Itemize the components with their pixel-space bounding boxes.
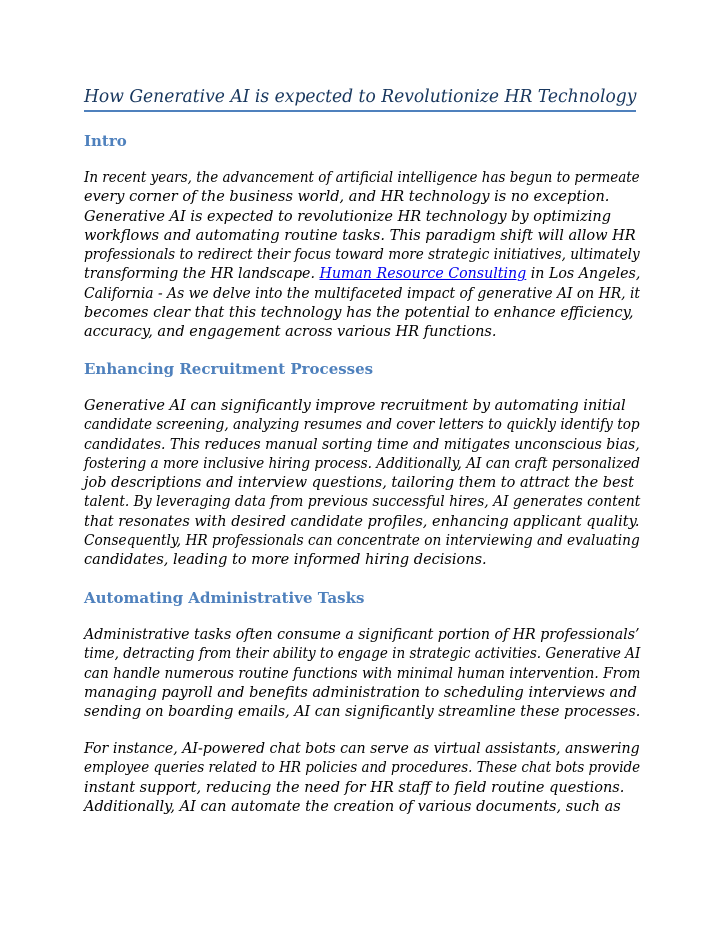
paragraph-line: every corner of the business world, and HR technology is no exception.: [84, 189, 610, 206]
paragraph-text: in Los Angeles,: [530, 266, 641, 283]
paragraph-line: candidate screening, analyzing resumes and cover letters to quickly identify top: [84, 417, 640, 434]
paragraph-text: transforming the HR landscape.: [84, 266, 315, 283]
title-underline-rule: [84, 110, 636, 112]
paragraph-line: Generative AI can significantly improve recruitment by automating initial: [84, 398, 626, 414]
human-resource-consulting-link[interactable]: Human Resource Consulting: [319, 266, 527, 283]
paragraph-line: employee queries related to HR policies and procedures. These chat bots provide: [84, 760, 641, 777]
paragraph-line: candidates, leading to more informed hiring decisions.: [84, 552, 487, 569]
paragraph-line: talent. By leveraging data from previous successful hires, AI generates content: [84, 494, 641, 511]
paragraph-line: professionals to redirect their focus toward more strategic initiatives, ultimately: [84, 247, 640, 264]
section-heading-recruitment: Enhancing Recruitment Processes: [84, 360, 374, 378]
administrative-paragraph-2: [84, 740, 640, 817]
paragraph-line: In recent years, the advancement of artificial intelligence has begun to permeate: [84, 170, 640, 186]
paragraph-line: that resonates with desired candidate profiles, enhancing applicant quality.: [84, 513, 640, 530]
paragraph-line: workflows and automating routine tasks. This paradigm shift will allow HR: [84, 227, 636, 244]
paragraph-line: Generative AI is expected to revolutionize HR technology by optimizing: [84, 208, 612, 225]
paragraph-line: instant support, reducing the need for HR staff to field routine questions.: [84, 779, 625, 796]
paragraph-line: can handle numerous routine functions with minimal human intervention. From: [84, 665, 641, 682]
paragraph-line: California - As we delve into the multifaceted impact of generative AI on HR, it: [84, 285, 640, 302]
paragraph-line: fostering a more inclusive hiring process. Additionally, AI can craft personalized: [84, 455, 641, 472]
paragraph-line: job descriptions and interview questions, tailoring them to attract the best: [84, 475, 634, 492]
administrative-paragraph-1: [84, 626, 640, 722]
intro-paragraph: [84, 169, 640, 343]
paragraph-line: time, detracting from their ability to engage in strategic activities. Generative AI: [84, 646, 641, 663]
paragraph-line: sending on boarding emails, AI can significantly streamline these processes.: [84, 704, 641, 721]
paragraph-line: For instance, AI-powered chat bots can serve as virtual assistants, answering: [84, 741, 640, 757]
recruitment-paragraph: [84, 397, 640, 571]
paragraph-line: managing payroll and benefits administration to scheduling interviews and: [84, 684, 637, 701]
section-heading-intro: Intro: [84, 132, 127, 150]
paragraph-line: Consequently, HR professionals can concentrate on interviewing and evaluating: [84, 533, 640, 550]
paragraph-line: candidates. This reduces manual sorting time and mitigates unconscious bias,: [84, 436, 640, 453]
paragraph-line: accuracy, and engagement across various HR functions.: [84, 324, 497, 341]
paragraph-line: Additionally, AI can automate the creation of various documents, such as: [84, 798, 621, 815]
document-title: How Generative AI is expected to Revolutionize HR Technology: [84, 87, 637, 107]
paragraph-line: becomes clear that this technology has the potential to enhance efficiency,: [84, 305, 634, 322]
paragraph-line: Administrative tasks often consume a significant portion of HR professionals’: [84, 627, 640, 643]
section-heading-administrative: Automating Administrative Tasks: [84, 589, 365, 607]
paragraph-line-with-link: [84, 265, 641, 284]
